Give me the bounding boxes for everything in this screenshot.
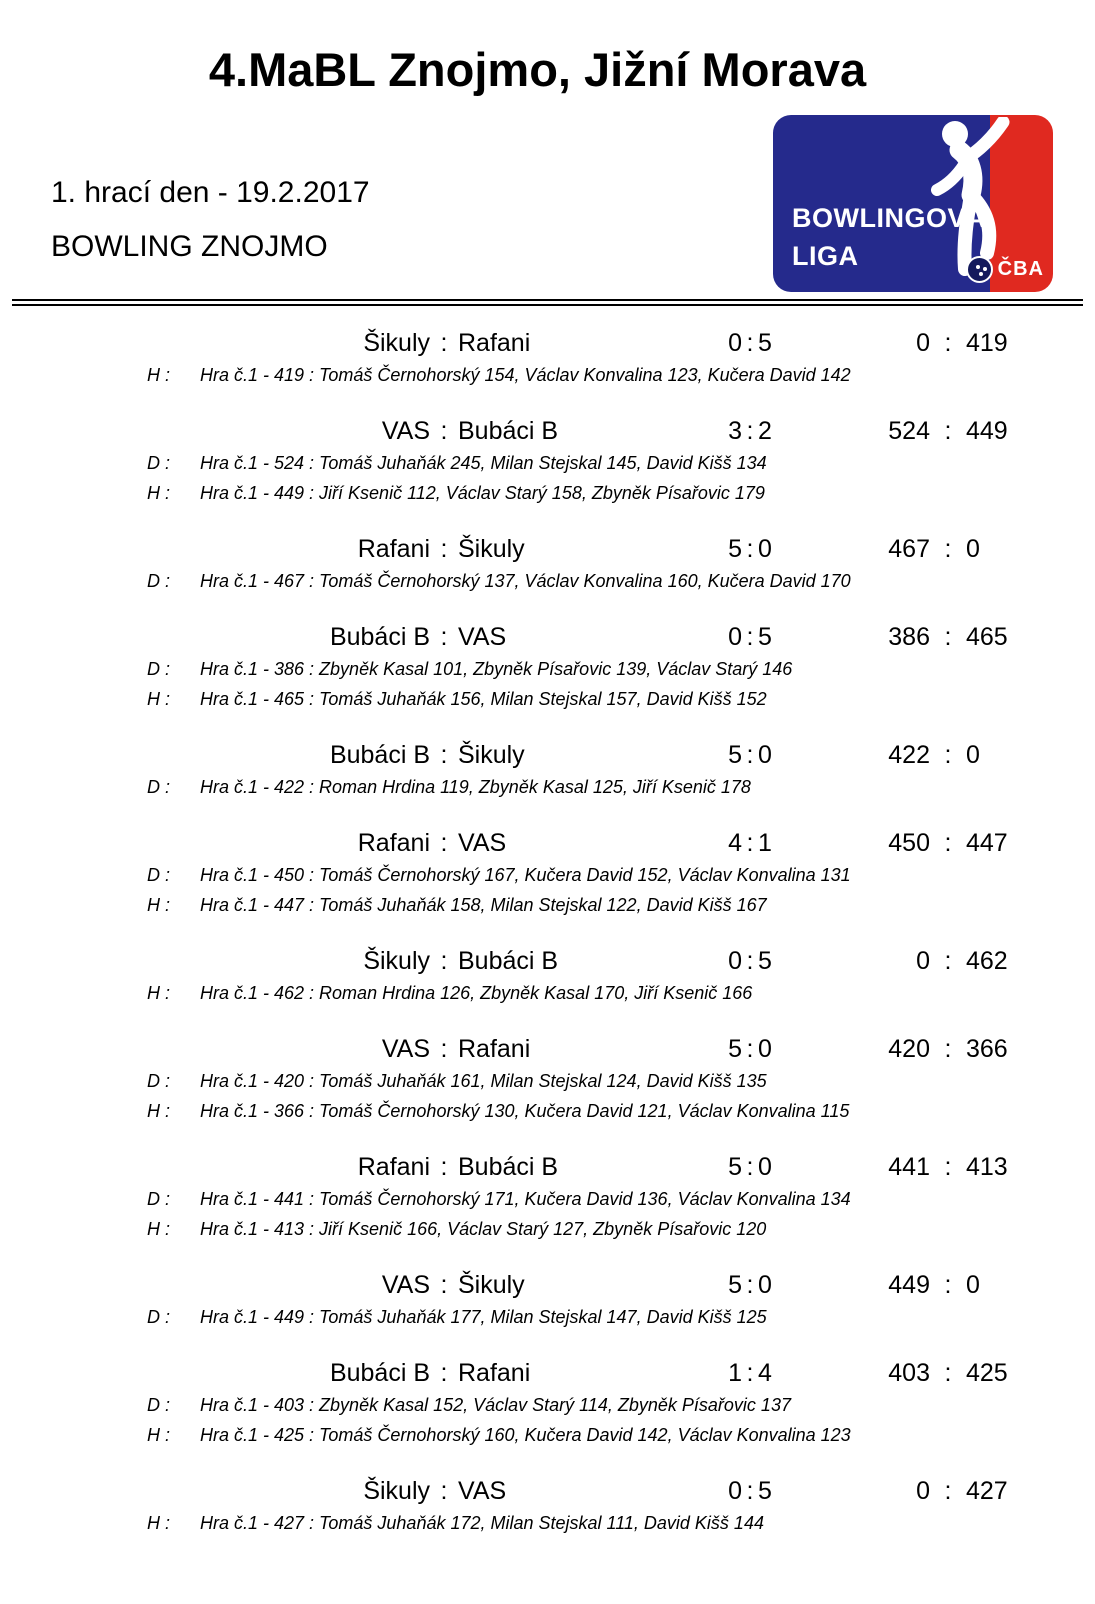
away-team-name: VAS bbox=[458, 623, 507, 651]
teams-colon: : bbox=[440, 1359, 448, 1387]
away-pins-total: 427 bbox=[966, 1477, 1008, 1505]
match-title-row bbox=[0, 740, 1095, 774]
game-detail-list bbox=[0, 1186, 1095, 1246]
game-detail-row bbox=[0, 480, 1095, 510]
game-detail-text: Hra č.1 - 449 : Tomáš Juhaňák 177, Milan Stejskal 147, David Kišš 125 bbox=[200, 1307, 767, 1327]
home-team-name: Bubáci B bbox=[329, 741, 430, 769]
game-detail-row bbox=[0, 862, 1095, 892]
points-colon: : bbox=[746, 535, 754, 563]
game-detail-row bbox=[0, 568, 1095, 598]
game-detail-text: Hra č.1 - 441 : Tomáš Černohorský 171, Kučera David 136, Václav Konvalina 134 bbox=[200, 1189, 851, 1209]
game-detail-list bbox=[0, 656, 1095, 716]
pins-colon: : bbox=[944, 1359, 952, 1387]
game-detail-text: Hra č.1 - 420 : Tomáš Juhaňák 161, Milan Stejskal 124, David Kišš 135 bbox=[200, 1071, 767, 1091]
game-detail-row bbox=[0, 362, 1095, 392]
game-detail-text: Hra č.1 - 450 : Tomáš Černohorský 167, Kučera David 152, Václav Konvalina 131 bbox=[200, 865, 851, 885]
away-team-name: Šikuly bbox=[458, 741, 525, 769]
game-detail-text: Hra č.1 - 419 : Tomáš Černohorský 154, Václav Konvalina 123, Kučera David 142 bbox=[200, 365, 851, 385]
game-detail-list bbox=[0, 362, 1095, 392]
team-side-label: H : bbox=[147, 1425, 171, 1445]
points-colon: : bbox=[746, 1359, 754, 1387]
team-side-label: H : bbox=[147, 1219, 171, 1239]
away-points: 5 bbox=[758, 947, 772, 975]
playing-day-label: 1. hrací den - 19.2.2017 bbox=[51, 176, 370, 209]
game-detail-text: Hra č.1 - 524 : Tomáš Juhaňák 245, Milan Stejskal 145, David Kišš 134 bbox=[200, 453, 767, 473]
away-team-name: Bubáci B bbox=[458, 1153, 559, 1181]
home-points: 0 bbox=[728, 329, 742, 357]
home-points: 0 bbox=[728, 947, 742, 975]
home-team-name: VAS bbox=[381, 1035, 430, 1063]
away-points: 5 bbox=[758, 623, 772, 651]
home-pins-total: 386 bbox=[888, 623, 930, 651]
match-result bbox=[0, 534, 1095, 598]
team-side-label: D : bbox=[147, 571, 171, 591]
game-detail-row bbox=[0, 450, 1095, 480]
points-colon: : bbox=[746, 947, 754, 975]
game-detail-text: Hra č.1 - 422 : Roman Hrdina 119, Zbyněk Kasal 125, Jiří Ksenič 178 bbox=[200, 777, 751, 797]
home-pins-total: 422 bbox=[888, 741, 930, 769]
logo-text-line1: BOWLINGOVÁ bbox=[792, 203, 986, 233]
match-title-row bbox=[0, 1476, 1095, 1510]
game-detail-text: Hra č.1 - 366 : Tomáš Černohorský 130, Kučera David 121, Václav Konvalina 115 bbox=[200, 1101, 850, 1121]
home-pins-total: 450 bbox=[888, 829, 930, 857]
away-points: 5 bbox=[758, 1477, 772, 1505]
away-team-name: Šikuly bbox=[458, 535, 525, 563]
pins-colon: : bbox=[944, 623, 952, 651]
pins-colon: : bbox=[944, 1153, 952, 1181]
match-result bbox=[0, 740, 1095, 804]
teams-colon: : bbox=[440, 947, 448, 975]
team-side-label: H : bbox=[147, 1101, 171, 1121]
match-title-row bbox=[0, 828, 1095, 862]
points-colon: : bbox=[746, 1477, 754, 1505]
match-result bbox=[0, 1270, 1095, 1334]
match-result bbox=[0, 828, 1095, 922]
points-colon: : bbox=[746, 1271, 754, 1299]
home-team-name: Rafani bbox=[357, 1153, 430, 1181]
match-title-row bbox=[0, 328, 1095, 362]
match-title-row bbox=[0, 1152, 1095, 1186]
home-pins-total: 0 bbox=[916, 1477, 930, 1505]
match-title-row bbox=[0, 622, 1095, 656]
away-pins-total: 419 bbox=[966, 329, 1008, 357]
match-title-row bbox=[0, 416, 1095, 450]
match-list bbox=[0, 328, 1095, 1564]
away-points: 4 bbox=[758, 1359, 772, 1387]
team-side-label: D : bbox=[147, 1189, 171, 1209]
points-colon: : bbox=[746, 417, 754, 445]
home-team-name: VAS bbox=[381, 417, 430, 445]
teams-colon: : bbox=[440, 329, 448, 357]
points-colon: : bbox=[746, 829, 754, 857]
teams-colon: : bbox=[440, 741, 448, 769]
home-points: 4 bbox=[728, 829, 742, 857]
away-team-name: VAS bbox=[458, 1477, 507, 1505]
team-side-label: D : bbox=[147, 1307, 171, 1327]
match-result bbox=[0, 1152, 1095, 1246]
header-divider bbox=[12, 299, 1083, 306]
game-detail-text: Hra č.1 - 427 : Tomáš Juhaňák 172, Milan Stejskal 111, David Kišš 144 bbox=[200, 1513, 764, 1533]
home-team-name: VAS bbox=[381, 1271, 430, 1299]
game-detail-list bbox=[0, 862, 1095, 922]
points-colon: : bbox=[746, 623, 754, 651]
away-pins-total: 413 bbox=[966, 1153, 1008, 1181]
pins-colon: : bbox=[944, 1271, 952, 1299]
points-colon: : bbox=[746, 741, 754, 769]
pins-colon: : bbox=[944, 417, 952, 445]
points-colon: : bbox=[746, 1153, 754, 1181]
game-detail-row bbox=[0, 686, 1095, 716]
pins-colon: : bbox=[944, 741, 952, 769]
game-detail-text: Hra č.1 - 386 : Zbyněk Kasal 101, Zbyněk Písařovic 139, Václav Starý 146 bbox=[200, 659, 793, 679]
game-detail-row bbox=[0, 980, 1095, 1010]
away-pins-total: 0 bbox=[966, 741, 980, 769]
pins-colon: : bbox=[944, 947, 952, 975]
cba-badge bbox=[966, 256, 1044, 283]
bowling-ball-icon bbox=[966, 256, 993, 283]
match-title-row bbox=[0, 534, 1095, 568]
team-side-label: H : bbox=[147, 1513, 171, 1533]
team-side-label: D : bbox=[147, 453, 171, 473]
team-side-label: H : bbox=[147, 895, 171, 915]
team-side-label: D : bbox=[147, 865, 171, 885]
teams-colon: : bbox=[440, 535, 448, 563]
points-colon: : bbox=[746, 1035, 754, 1063]
home-pins-total: 403 bbox=[888, 1359, 930, 1387]
game-detail-row bbox=[0, 774, 1095, 804]
game-detail-text: Hra č.1 - 413 : Jiří Ksenič 166, Václav Starý 127, Zbyněk Písařovic 120 bbox=[200, 1219, 767, 1239]
away-points: 5 bbox=[758, 329, 772, 357]
logo-text-line2: LIGA bbox=[792, 241, 859, 271]
home-team-name: Šikuly bbox=[363, 947, 430, 975]
match-result bbox=[0, 328, 1095, 392]
team-side-label: D : bbox=[147, 777, 171, 797]
teams-colon: : bbox=[440, 623, 448, 651]
away-pins-total: 0 bbox=[966, 535, 980, 563]
match-result bbox=[0, 622, 1095, 716]
home-points: 5 bbox=[728, 741, 742, 769]
game-detail-row bbox=[0, 1510, 1095, 1540]
away-pins-total: 0 bbox=[966, 1271, 980, 1299]
game-detail-row bbox=[0, 656, 1095, 686]
home-points: 5 bbox=[728, 535, 742, 563]
game-detail-row bbox=[0, 1392, 1095, 1422]
teams-colon: : bbox=[440, 1271, 448, 1299]
away-team-name: Bubáci B bbox=[458, 417, 559, 445]
game-detail-text: Hra č.1 - 467 : Tomáš Černohorský 137, Václav Konvalina 160, Kučera David 170 bbox=[200, 571, 851, 591]
away-team-name: VAS bbox=[458, 829, 507, 857]
game-detail-text: Hra č.1 - 447 : Tomáš Juhaňák 158, Milan Stejskal 122, David Kišš 167 bbox=[200, 895, 767, 915]
pins-colon: : bbox=[944, 1035, 952, 1063]
match-title-row bbox=[0, 1270, 1095, 1304]
away-pins-total: 425 bbox=[966, 1359, 1008, 1387]
away-points: 0 bbox=[758, 1035, 772, 1063]
game-detail-row bbox=[0, 1068, 1095, 1098]
teams-colon: : bbox=[440, 1153, 448, 1181]
game-detail-row bbox=[0, 1216, 1095, 1246]
game-detail-list bbox=[0, 450, 1095, 510]
home-pins-total: 441 bbox=[888, 1153, 930, 1181]
away-pins-total: 462 bbox=[966, 947, 1008, 975]
away-team-name: Bubáci B bbox=[458, 947, 559, 975]
team-side-label: D : bbox=[147, 1395, 171, 1415]
game-detail-list bbox=[0, 1068, 1095, 1128]
pins-colon: : bbox=[944, 535, 952, 563]
home-team-name: Rafani bbox=[357, 829, 430, 857]
cba-badge-label: ČBA bbox=[997, 258, 1044, 280]
match-title-row bbox=[0, 1034, 1095, 1068]
home-pins-total: 0 bbox=[916, 947, 930, 975]
home-points: 1 bbox=[728, 1359, 742, 1387]
team-side-label: D : bbox=[147, 659, 171, 679]
away-pins-total: 465 bbox=[966, 623, 1008, 651]
game-detail-text: Hra č.1 - 403 : Zbyněk Kasal 152, Václav Starý 114, Zbyněk Písařovic 137 bbox=[200, 1395, 791, 1415]
home-team-name: Rafani bbox=[357, 535, 430, 563]
match-result bbox=[0, 1358, 1095, 1452]
game-detail-list bbox=[0, 1392, 1095, 1452]
team-side-label: H : bbox=[147, 983, 171, 1003]
match-result bbox=[0, 416, 1095, 510]
liga-logo bbox=[773, 115, 1053, 292]
match-title-row bbox=[0, 1358, 1095, 1392]
team-side-label: D : bbox=[147, 1071, 171, 1091]
home-team-name: Bubáci B bbox=[329, 623, 430, 651]
away-pins-total: 447 bbox=[966, 829, 1008, 857]
pins-colon: : bbox=[944, 829, 952, 857]
teams-colon: : bbox=[440, 1477, 448, 1505]
away-points: 0 bbox=[758, 1153, 772, 1181]
away-points: 0 bbox=[758, 535, 772, 563]
page-title: 4.MaBL Znojmo, Jižní Morava bbox=[208, 43, 867, 96]
team-side-label: H : bbox=[147, 689, 171, 709]
game-detail-list bbox=[0, 980, 1095, 1010]
away-team-name: Rafani bbox=[458, 1035, 531, 1063]
game-detail-text: Hra č.1 - 465 : Tomáš Juhaňák 156, Milan Stejskal 157, David Kišš 152 bbox=[200, 689, 767, 709]
home-points: 3 bbox=[728, 417, 742, 445]
home-pins-total: 524 bbox=[888, 417, 930, 445]
home-points: 5 bbox=[728, 1035, 742, 1063]
match-result bbox=[0, 1476, 1095, 1540]
away-pins-total: 449 bbox=[966, 417, 1008, 445]
game-detail-text: Hra č.1 - 449 : Jiří Ksenič 112, Václav Starý 158, Zbyněk Písařovic 179 bbox=[200, 483, 765, 503]
team-side-label: H : bbox=[147, 365, 171, 385]
teams-colon: : bbox=[440, 1035, 448, 1063]
home-pins-total: 0 bbox=[916, 329, 930, 357]
points-colon: : bbox=[746, 329, 754, 357]
teams-colon: : bbox=[440, 417, 448, 445]
away-pins-total: 366 bbox=[966, 1035, 1008, 1063]
home-points: 0 bbox=[728, 623, 742, 651]
home-team-name: Šikuly bbox=[363, 329, 430, 357]
home-points: 5 bbox=[728, 1153, 742, 1181]
venue-name: BOWLING ZNOJMO bbox=[51, 230, 328, 263]
game-detail-row bbox=[0, 892, 1095, 922]
game-detail-row bbox=[0, 1422, 1095, 1452]
bowler-icon bbox=[915, 117, 1047, 279]
away-team-name: Rafani bbox=[458, 329, 531, 357]
away-points: 0 bbox=[758, 1271, 772, 1299]
game-detail-row bbox=[0, 1304, 1095, 1334]
away-points: 1 bbox=[758, 829, 772, 857]
away-team-name: Šikuly bbox=[458, 1271, 525, 1299]
home-pins-total: 467 bbox=[888, 535, 930, 563]
home-team-name: Šikuly bbox=[363, 1477, 430, 1505]
match-title-row bbox=[0, 946, 1095, 980]
pins-colon: : bbox=[944, 329, 952, 357]
home-points: 0 bbox=[728, 1477, 742, 1505]
match-result bbox=[0, 1034, 1095, 1128]
home-pins-total: 420 bbox=[888, 1035, 930, 1063]
game-detail-list bbox=[0, 568, 1095, 598]
teams-colon: : bbox=[440, 829, 448, 857]
pins-colon: : bbox=[944, 1477, 952, 1505]
team-side-label: H : bbox=[147, 483, 171, 503]
match-result bbox=[0, 946, 1095, 1010]
away-points: 2 bbox=[758, 417, 772, 445]
home-team-name: Bubáci B bbox=[329, 1359, 430, 1387]
game-detail-row bbox=[0, 1186, 1095, 1216]
game-detail-row bbox=[0, 1098, 1095, 1128]
home-pins-total: 449 bbox=[888, 1271, 930, 1299]
game-detail-text: Hra č.1 - 462 : Roman Hrdina 126, Zbyněk Kasal 170, Jiří Ksenič 166 bbox=[200, 983, 753, 1003]
game-detail-text: Hra č.1 - 425 : Tomáš Černohorský 160, Kučera David 142, Václav Konvalina 123 bbox=[200, 1425, 851, 1445]
away-points: 0 bbox=[758, 741, 772, 769]
game-detail-list bbox=[0, 774, 1095, 804]
game-detail-list bbox=[0, 1304, 1095, 1334]
game-detail-list bbox=[0, 1510, 1095, 1540]
away-team-name: Rafani bbox=[458, 1359, 531, 1387]
home-points: 5 bbox=[728, 1271, 742, 1299]
